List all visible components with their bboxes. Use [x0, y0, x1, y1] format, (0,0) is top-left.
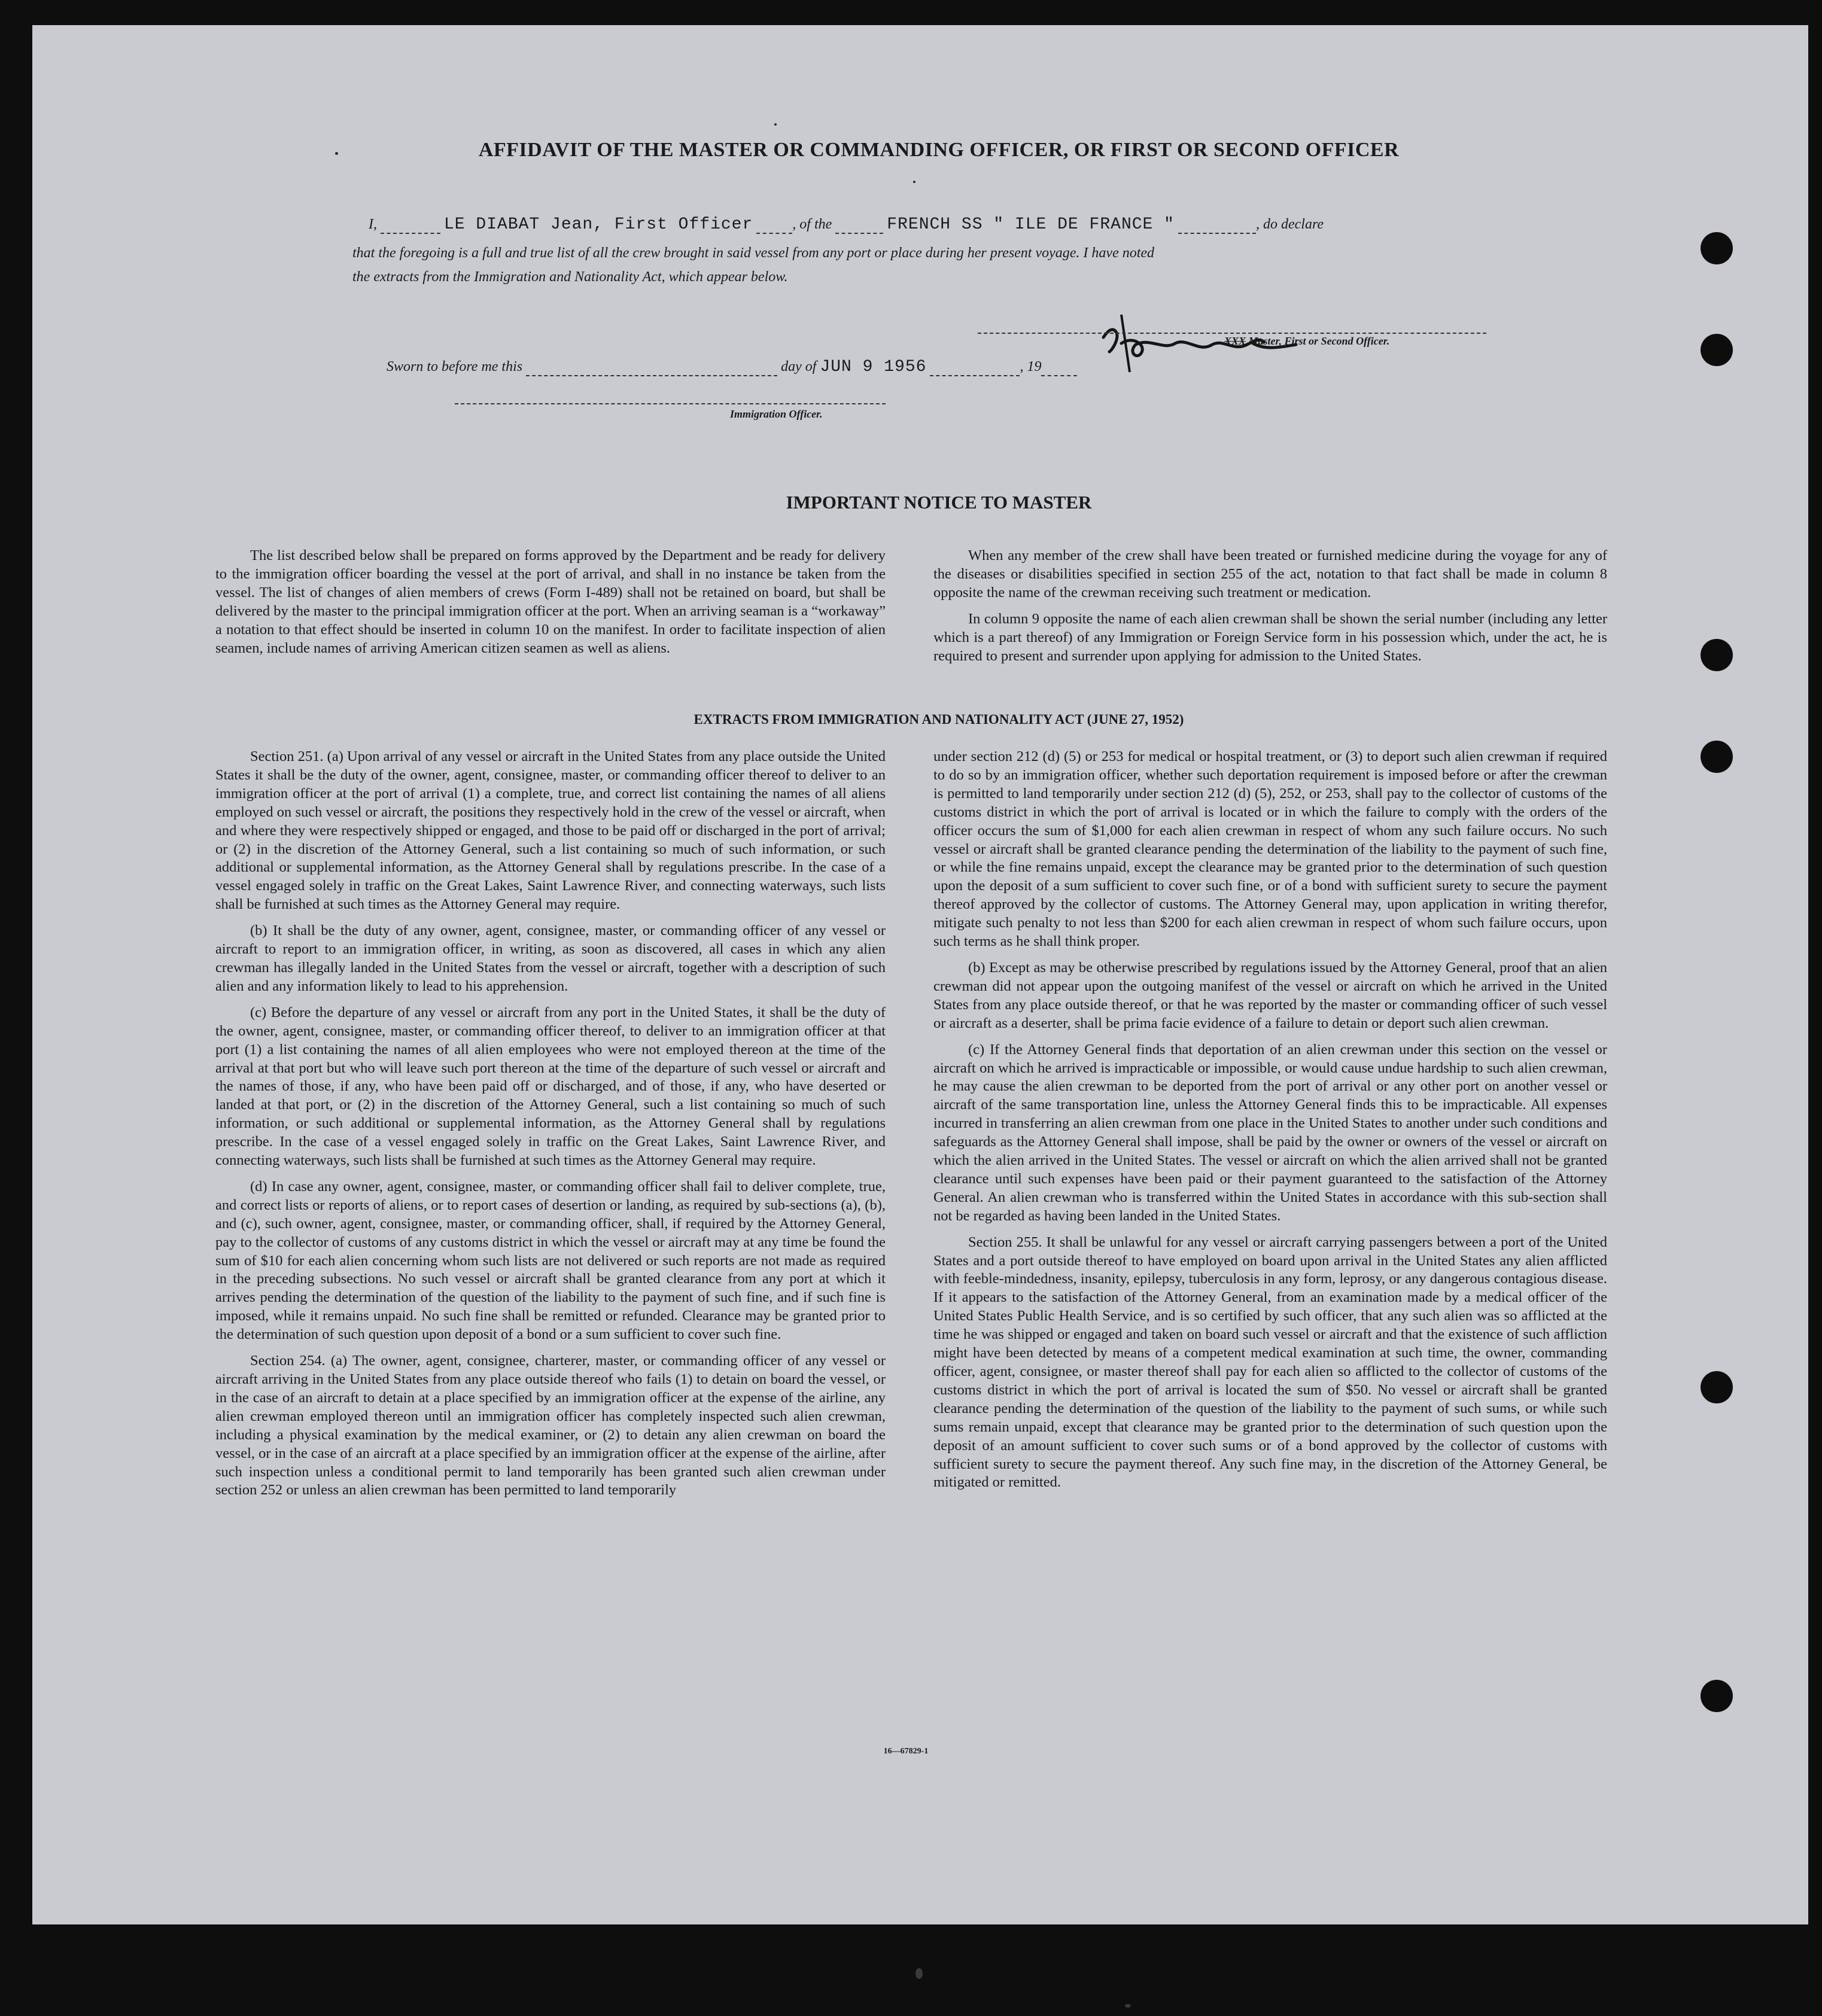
struck-text: XXX	[1224, 335, 1246, 347]
declaration-prefix: I,	[369, 217, 377, 232]
document-sheet	[32, 25, 1808, 1924]
signature-line	[978, 333, 1486, 334]
sworn-prefix: Sworn to before me this	[387, 359, 523, 374]
notice-heading: IMPORTANT NOTICE TO MASTER	[786, 492, 1092, 513]
do-declare-label: , do declare	[1255, 217, 1324, 232]
binder-hole	[1701, 232, 1733, 264]
binder-hole	[1701, 741, 1733, 773]
day-of-label: day of	[781, 359, 817, 374]
dashed-fill-line	[756, 230, 792, 234]
extract-paragraph: (b) It shall be the duty of any owner, agent, consignee, master, or commanding officer of any vessel or aircraft to report to an immigration officer, in writing, as soon as discovered, all cases in which any alien crewman has illegally landed in the United States from the vessel or aircraft, together with a description of such alien and any information likely to lead to his apprehension.	[215, 922, 886, 994]
notice-left-column	[215, 547, 886, 665]
notice-paragraph: In column 9 opposite the name of each alien crewman shall be shown the serial number (including any letter which is a part thereof) of any Immigration or Foreign Service form in his possession which, under the act, he is required to present and surrender upon applying for admission to the United States.	[933, 610, 1607, 664]
of-the-label: , of the	[792, 217, 832, 232]
binder-hole	[1701, 1371, 1733, 1403]
dashed-fill-line	[1178, 230, 1256, 234]
speck	[335, 152, 338, 155]
speck	[915, 1968, 923, 1979]
notice-paragraph: The list described below shall be prepared on forms approved by the Department and be ready for delivery to the immigration officer boarding the vessel at the port of arrival, and shall in no instance be taken from the vessel. The list of changes of alien members of crews (Form I-489) shall not be retained on board, but shall be delivered by the master to the principal immigration officer at the port. When an arriving seaman is a “workaway” a notation to that effect should be inserted in column 10 on the manifest. In order to facilitate inspection of alien seamen, include names of arriving American citizen seamen as well as aliens.	[215, 547, 886, 656]
dashed-fill-line	[381, 230, 440, 234]
extract-paragraph: (b) Except as may be otherwise prescribed by regulations issued by the Attorney General, proof that an alien crewman did not appear upon the outgoing manifest of the vessel or aircraft on which he arrived in the United States from any place outside thereof, or that he was reported by the master or commanding officer of such vessel or aircraft as a deserter, shall be prima facie evidence of a failure to detain or deport such alien crewman.	[933, 959, 1607, 1031]
extract-paragraph: (c) If the Attorney General finds that deportation of an alien crewman under this section on the vessel or aircraft on which he arrived is impracticable or impossible, or would cause undue hardship to such alien crewman, he may cause the alien crewman to be deported from the port of arrival or any other port on another vessel or aircraft of the same transportation line, unless the Attorney General finds this to be impracticable. All expenses incurred in transferring an alien crewman from one place in the United States to another under such conditions and safeguards as the Attorney General shall impose, shall be paid by the owner or owners of the vessel or aircraft on which the alien arrived in the United States. The vessel or aircraft on which the alien arrived shall not be granted clearance until such expenses have been paid or their payment guaranteed to the satisfaction of the Attorney General. An alien crewman who is transferred within the United States in accordance with this sub-section shall not be regarded as having been landed in the United States.	[933, 1041, 1607, 1224]
dashed-fill-line	[835, 230, 883, 234]
dashed-fill-line	[1041, 373, 1077, 376]
dashed-fill-line	[930, 373, 1020, 376]
signature-caption	[1224, 335, 1389, 348]
signature-caption-text: Master, First or Second Officer.	[1248, 335, 1390, 347]
binder-hole	[1701, 334, 1733, 366]
form-number: 16—67829-1	[883, 1747, 929, 1756]
extract-paragraph: (c) Before the departure of any vessel or aircraft from any port in the United States, it shall be the duty of the owner, agent, consignee, master, or commanding officer thereof, to deliver to an immigration officer at that port (1) a list containing the names of all alien employees who were not employed thereon at the time of the arrival at that port but who will leave such port thereon at the time of the departure of such vessel or aircraft and the names of those, if any, who have been paid off or discharged, and of those, if any, who have deserted or landed at that port, or (2) in the discretion of the Attorney General, such a list containing so much of such information, or such additional or supplemental information, as the Attorney General shall by regulations prescribe. In the case of a vessel engaged solely in traffic on the Great Lakes, Saint Lawrence River, and connecting waterways, such lists shall be furnished at such times as the Attorney General may require.	[215, 1004, 886, 1169]
declaration-line-1	[369, 215, 1324, 234]
extracts-heading: EXTRACTS FROM IMMIGRATION AND NATIONALITY ACT (JUNE 27, 1952)	[693, 712, 1184, 727]
extracts-left-column	[215, 748, 886, 1508]
binder-hole	[1701, 639, 1733, 671]
extract-paragraph: under section 212 (d) (5) or 253 for medical or hospital treatment, or (3) to deport such alien crewman if required to do so by an immigration officer, whether such deportation requirement is imposed before or after the crewman is permitted to land temporarily under section 212 (d) (5), 252, or 253, shall pay to the collector of customs of the customs district in which the port of arrival is located or in which the failure to comply with the orders of the officer occurs the sum of $1,000 for each alien crewman in respect of whom any such failure occurs. No such vessel or aircraft shall be granted clearance pending the determination of the liability to the payment of such fine, or while the fine remains unpaid, except the clearance may be granted prior to the determination of such question upon the deposit of a sum sufficient to cover such fine, or of a bond with sufficient surety to secure the payment thereof approved by the collector of customs. The Attorney General may, upon application in writing therefor, mitigate such penalty to not less than $200 for each alien crewman in respect of whom such failure occurs, upon such terms as he shall think proper.	[933, 748, 1607, 950]
extract-paragraph: (d) In case any owner, agent, consignee, master, or commanding officer shall fail to deliver complete, true, and correct lists or reports of aliens, or to report cases of desertion or landing, as required by sub-sections (a), (b), and (c), such owner, agent, consignee, master, or commanding officer, shall, if required by the Attorney General, pay to the collector of customs of any customs district in which the vessel or aircraft may at any time be found the sum of $10 for each alien concerning whom such lists are not delivered or such reports are not made as required in the preceding subsections. No such vessel or aircraft shall be granted clearance from any port at which it arrives pending the determination of the question of the liability to the payment of such fine, and if such fine is imposed, while it remains unpaid. No such fine shall be remitted or refunded. Clearance may be granted prior to the determination of such question upon deposit of a bond or a sum sufficient to cover such fine.	[215, 1178, 886, 1343]
extract-paragraph: Section 255. It shall be unlawful for any vessel or aircraft carrying passengers between a port of the United States and a port outside thereof to have employed on board upon arrival in the United States any alien afflicted with feeble-mindedness, insanity, epilepsy, tuberculosis in any form, leprosy, or any dangerous contagious disease. If it appears to the satisfaction of the Attorney General, from an examination made by a medical officer of the United States Public Health Service, and is so certified by such officer, that any such alien was so afflicted at the time he was shipped or engaged and taken on board such vessel or aircraft and that the existence of such affliction might have been detected by means of a competent medical examination at such time, the owner, commanding officer, agent, consignee, or master thereof shall pay for each alien so afflicted to the collector of customs of the customs district in which the port of arrival is located the sum of $50. No vessel or aircraft shall be granted clearance pending the determination of the question of the liability to the payment of such sums, or while such sums remain unpaid, except that clearance may be granted prior to the determination of such question upon the deposit of an amount sufficient to cover such sums or of a bond approved by the collector of customs with sufficient surety to secure the payment thereof. Any such fine may, in the discretion of the Attorney General, be mitigated or remitted.	[933, 1234, 1607, 1491]
extracts-right-column	[933, 748, 1607, 1500]
officer-name-value: LE DIABAT Jean, First Officer	[444, 215, 753, 234]
notice-paragraph: When any member of the crew shall have been treated or furnished medicine during the voyage for any of the diseases or disabilities specified in section 255 of the act, notation to that fact shall be made in column 8 opposite the name of the crewman receiving such treatment or medication.	[933, 547, 1607, 601]
year-suffix: , 19	[1020, 359, 1042, 374]
binder-hole	[1701, 1680, 1733, 1712]
sworn-date-value: JUN 9 1956	[820, 358, 927, 376]
dashed-fill-line	[526, 373, 777, 376]
immigration-officer-caption: Immigration Officer.	[730, 408, 823, 420]
sworn-line	[387, 358, 1077, 376]
immigration-officer-line	[455, 403, 886, 404]
declaration-line-2: that the foregoing is a full and true list of all the crew brought in said vessel from any port or place during her present voyage. I have noted	[352, 245, 1155, 261]
notice-right-column	[933, 547, 1607, 673]
affidavit-title: AFFIDAVIT OF THE MASTER OR COMMANDING OFFICER, OR FIRST OR SECOND OFFICER	[478, 139, 1400, 161]
vessel-name-value: FRENCH SS " ILE DE FRANCE "	[887, 215, 1175, 234]
speck	[1125, 2004, 1131, 2008]
speck	[774, 123, 777, 126]
speck	[913, 181, 915, 183]
extract-paragraph: Section 251. (a) Upon arrival of any vessel or aircraft in the United States from any place outside the United States it shall be the duty of the owner, agent, consignee, master, or commanding officer thereof to deliver to an immigration officer at the port of arrival (1) a complete, true, and correct list containing the names of all aliens employed on such vessel or aircraft, the positions they respectively hold in the crew of the vessel or aircraft, when and where they were respectively shipped or engaged, and those to be paid off or discharged in the port of arrival; or (2) in the discretion of the Attorney General, such a list containing so much of such information, or such additional or supplemental information, as the Attorney General shall by regulations prescribe. In the case of a vessel engaged solely in traffic on the Great Lakes, Saint Lawrence River, and connecting waterways, such lists shall be furnished at such times as the Attorney General may require.	[215, 748, 886, 913]
declaration-line-3: the extracts from the Immigration and Nationality Act, which appear below.	[352, 269, 788, 285]
extract-paragraph: Section 254. (a) The owner, agent, consignee, charterer, master, or commanding officer of any vessel or aircraft arriving in the United States from any place outside thereof who fails (1) to detain on board the vessel, or in the case of an aircraft to detain at a place specified by an immigration officer at the expense of the airline, any alien crewman employed thereon until an immigration officer has completely inspected such alien crewman, including a physical examination by the medical examiner, or (2) to detain any alien crewman on board the vessel, or in the case of an aircraft at a place specified by an immigration officer at the expense of the airline, after such inspection unless a conditional permit to land temporarily has been granted such alien crewman under section 252 or unless an alien crewman has been permitted to land temporarily	[215, 1353, 886, 1499]
